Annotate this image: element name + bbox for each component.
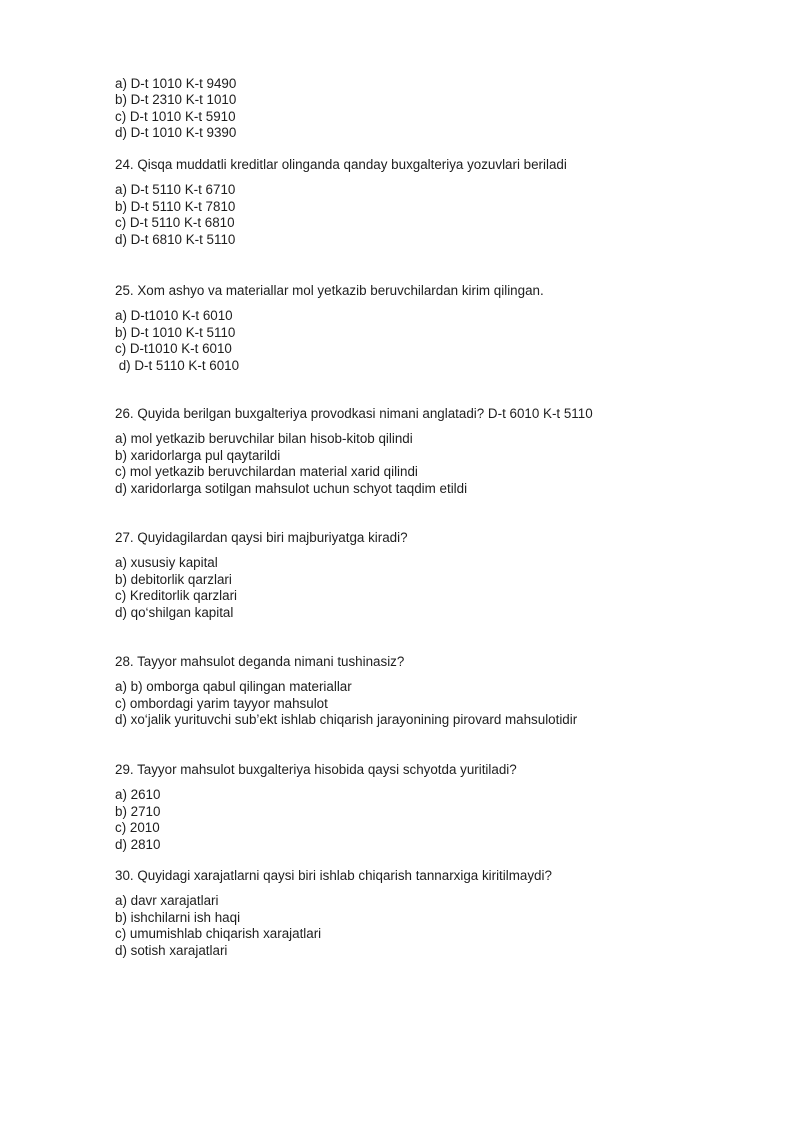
option-c: c) ombordagi yarim tayyor mahsulot [115, 695, 328, 711]
question-30 [115, 868, 552, 959]
option-d: d) xo‘jalik yurituvchi sub’ekt ishlab chiqarish jarayonining pirovard mahsulotidir [115, 712, 578, 728]
option-d: d) sotish xarajatlari [115, 942, 228, 958]
option-c: c) Kreditorlik qarzlari [115, 588, 238, 604]
question-text: 27. Quyidagilardan qaysi biri majburiyatga kiradi? [115, 530, 408, 545]
option-c: c) 2010 [115, 820, 160, 836]
option-d: d) D-t 5110 K-t 6010 [115, 357, 240, 373]
option-c: c) D-t 1010 K-t 5910 [115, 108, 236, 124]
option-a: a) davr xarajatlari [115, 893, 219, 909]
question-28 [115, 654, 577, 729]
question-29 [115, 762, 517, 853]
question-text: 24. Qisqa muddatli kreditlar olinganda qanday buxgalteriya yozuvlari beriladi [115, 157, 567, 172]
option-a: a) D-t 1010 K-t 9490 [115, 76, 237, 91]
option-a: a) xususiy kapital [115, 555, 218, 571]
option-c: c) D-t1010 K-t 6010 [115, 341, 232, 357]
option-b: b) 2710 [115, 803, 161, 819]
option-b: b) ishchilarni ish haqi [115, 909, 241, 925]
question-25 [115, 283, 544, 374]
question-text: 30. Quyidagi xarajatlarni qaysi biri ishlab chiqarish tannarxiga kiritilmaydi? [115, 868, 552, 883]
option-b: b) xaridorlarga pul qaytarildi [115, 447, 281, 463]
question-27 [115, 530, 408, 621]
question-text: 28. Tayyor mahsulot deganda nimani tushinasiz? [115, 654, 405, 669]
option-a: a) mol yetkazib beruvchilar bilan hisob-kitob qilindi [115, 431, 413, 447]
option-b: b) D-t 1010 K-t 5110 [115, 324, 236, 340]
option-b: b) debitorlik qarzlari [115, 571, 232, 587]
option-a: a) D-t 5110 K-t 6710 [115, 182, 236, 198]
question-text: 26. Quyida berilgan buxgalteriya provodkasi nimani anglatadi? D-t 6010 K-t 5110 [115, 406, 593, 421]
question-text: 29. Tayyor mahsulot buxgalteriya hisobida qaysi schyotda yuritiladi? [115, 762, 517, 777]
option-c: c) mol yetkazib beruvchilardan material xarid qilindi [115, 464, 418, 480]
option-b: b) D-t 5110 K-t 7810 [115, 198, 236, 214]
option-a: a) D-t1010 K-t 6010 [115, 308, 233, 324]
option-c: c) umumishlab chiqarish xarajatlari [115, 926, 322, 942]
option-d: d) 2810 [115, 836, 161, 852]
question-26 [115, 406, 593, 497]
option-b: b) D-t 2310 K-t 1010 [115, 92, 237, 108]
question-text: 25. Xom ashyo va materiallar mol yetkazib beruvchilardan kirim qilingan. [115, 283, 544, 298]
question-24 [115, 157, 567, 248]
option-a: a) b) omborga qabul qilingan materiallar [115, 679, 352, 695]
question-23-options [115, 76, 236, 142]
option-d: d) D-t 1010 K-t 9390 [115, 125, 237, 141]
option-d: d) xaridorlarga sotilgan mahsulot uchun schyot taqdim etildi [115, 480, 468, 496]
option-a: a) 2610 [115, 787, 161, 803]
option-d: d) D-t 6810 K-t 5110 [115, 231, 236, 247]
option-d: d) qo‘shilgan kapital [115, 604, 234, 620]
option-c: c) D-t 5110 K-t 6810 [115, 215, 235, 231]
